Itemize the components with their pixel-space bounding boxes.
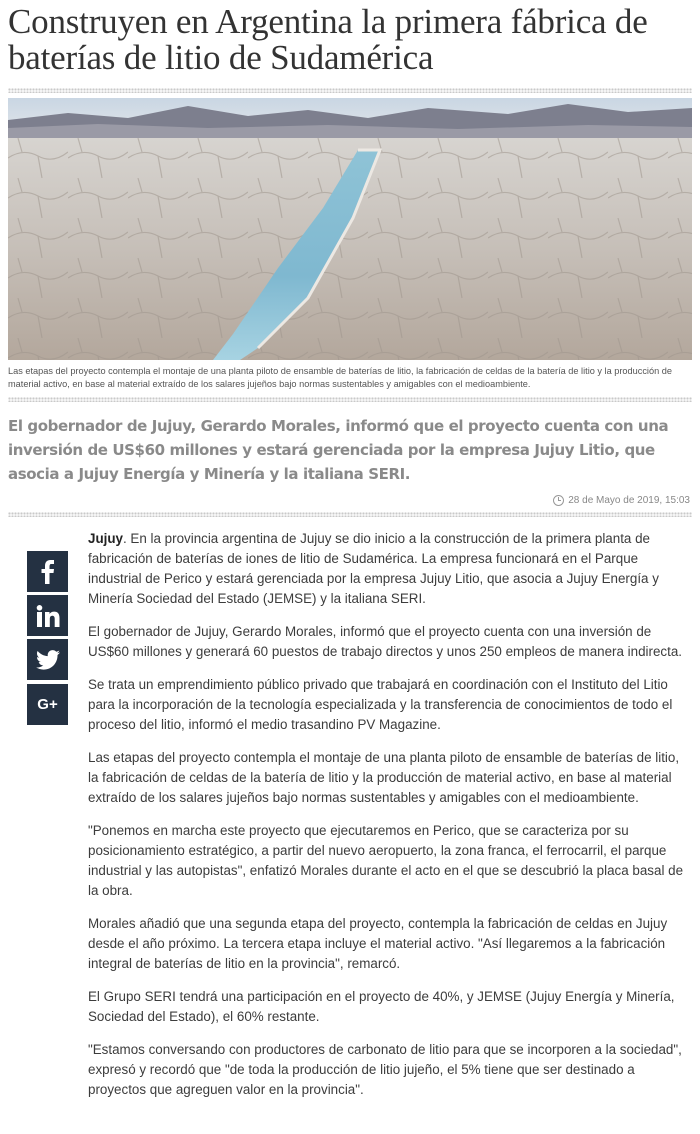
article-body: [88, 529, 690, 1113]
article-location: Jujuy: [88, 531, 123, 546]
linkedin-icon: [36, 605, 60, 627]
divider: [8, 397, 692, 402]
salt-flat-image: [8, 98, 692, 360]
article-paragraph: El Grupo SERI tendrá una participación en el proyecto de 40%, y JEMSE (Jujuy Energía y Minería, Sociedad del Estado), el 60% restante.: [88, 989, 675, 1024]
facebook-icon: [38, 560, 58, 584]
article-paragraph: El gobernador de Jujuy, Gerardo Morales, informó que el proyecto cuenta con una inversión de US$60 millones y generará 60 puestos de trabajo directos y unos 250 empleos de manera indirecta.: [88, 624, 683, 659]
share-twitter-button[interactable]: [27, 639, 68, 680]
article-title: Construyen en Argentina la primera fábrica de baterías de litio de Sudamérica: [8, 2, 648, 77]
article-lead: El gobernador de Jujuy, Gerardo Morales, informó que el proyecto cuenta con una inversión de US$60 millones y estará gerenciada por la empresa Jujuy Litio, que asocia a Jujuy Energía y Minería y la italiana SERI.: [8, 417, 669, 483]
divider: [8, 512, 692, 517]
article-paragraph: "Ponemos en marcha este proyecto que ejecutaremos en Perico, que se caracteriza por su posicionamiento estratégico, a partir del nuevo aeropuerto, la zona franca, el ferrocarril, el parque industrial y las autopistas", enfatizó Morales durante el acto en el que se descubrió la placa basal de la obra.: [88, 823, 684, 898]
twitter-icon: [36, 650, 60, 670]
publish-date-text: 28 de Mayo de 2019, 15:03: [568, 495, 690, 506]
clock-icon: [553, 495, 564, 506]
article-paragraph: Morales añadió que una segunda etapa del proyecto, contempla la fabricación de celdas en Jujuy desde el año próximo. La tercera etapa incluye el material activo. "Así llegaremos a la fabricación integral de baterías de litio en la provincia", remarcó.: [88, 916, 668, 971]
divider: [8, 88, 692, 93]
article-paragraph: Las etapas del proyecto contempla el montaje de una planta piloto de ensamble de baterías de litio, la fabricación de celdas de la batería de litio y la producción de material activo, en base al material extraído de los salares jujeños bajo normas sustentables y amigables con el medioambiente.: [88, 750, 680, 805]
share-linkedin-button[interactable]: [27, 595, 68, 636]
article-paragraph: Se trata un emprendimiento público privado que trabajará en coordinación con el Instituto del Litio para la incorporación de la tecnología especializada y la transferencia de conocimientos de todo el proceso del litio, informó el medio trasandino PV Magazine.: [88, 677, 673, 732]
article-photo: [8, 98, 692, 360]
share-google-plus-button[interactable]: [27, 684, 68, 725]
share-facebook-button[interactable]: [27, 551, 68, 592]
article-paragraph: "Estamos conversando con productores de carbonato de litio para que se incorporen a la sociedad", expresó y recordó que "de toda la producción de litio jujeño, el 5% tiene que ser destinado a proyectos que agreguen valor en la provincia".: [88, 1042, 682, 1097]
article-paragraph: Jujuy. En la provincia argentina de Jujuy se dio inicio a la construcción de la primera planta de fabricación de baterías de iones de litio de Sudamérica. La empresa funcionará en el Parque industrial de Perico y estará gerenciada por la empresa Jujuy Litio, que asocia a Jujuy Energía y Minería Sociedad del Estado (JEMSE) y la italiana SERI.: [88, 531, 659, 606]
image-caption: Las etapas del proyecto contempla el montaje de una planta piloto de ensamble de baterías de litio, la fabricación de celdas de la batería de litio y la producción de material activo, en base al material extraído de los salares jujeños bajo normas sustentables y amigables con el medioambiente.: [8, 366, 672, 389]
publish-date: [553, 495, 690, 506]
google-plus-icon: G+: [37, 696, 58, 713]
